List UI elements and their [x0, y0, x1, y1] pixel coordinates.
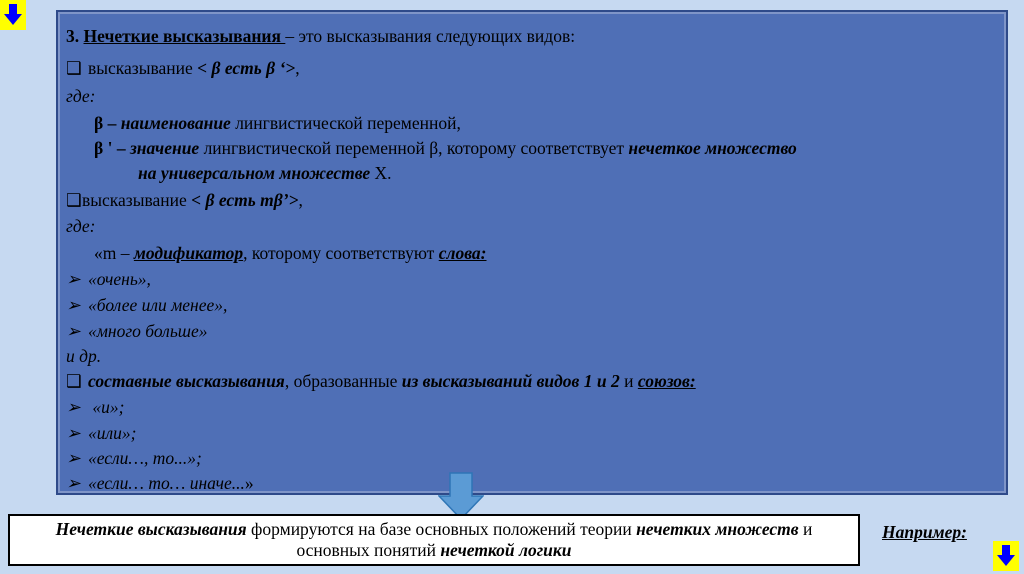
- down-arrow-icon: [438, 472, 484, 520]
- checkbox-bullet-icon: ❑: [66, 58, 82, 78]
- arrow-bullet-icon: ➢: [66, 269, 81, 289]
- checkbox-bullet-icon: ❑: [66, 190, 82, 210]
- text-line: β ' – значение лингвистической переменной β, которому соответствует нечеткое множество: [94, 138, 797, 158]
- list-item: ➢ «если… то… иначе...»: [66, 473, 254, 493]
- text-line: и др.: [66, 346, 102, 366]
- down-arrow-icon[interactable]: [993, 541, 1019, 571]
- arrow-bullet-icon: ➢: [66, 321, 81, 341]
- text-line: где:: [66, 86, 96, 106]
- example-link[interactable]: Например:: [882, 522, 967, 542]
- list-item: ❑высказывание < β есть mβ’>,: [66, 190, 303, 210]
- list-item: ❑ высказывание < β есть β ‘>,: [66, 58, 300, 78]
- summary-line-1: Нечеткие высказывания формируются на базе основных положений теории нечетких множеств и: [55, 519, 813, 539]
- list-item: ➢ «или»;: [66, 423, 137, 443]
- summary-box: [8, 514, 860, 566]
- arrow-bullet-icon: ➢: [66, 423, 81, 443]
- text-line: «m – модификатор, которому соответствуют слова:: [94, 243, 487, 263]
- checkbox-bullet-icon: ❑: [66, 371, 82, 391]
- summary-line-2: основных понятий нечеткой логики: [296, 540, 572, 560]
- text-line: на универсальном множестве X.: [138, 163, 392, 183]
- arrow-bullet-icon: ➢: [66, 295, 81, 315]
- list-item: ➢ «и»;: [66, 397, 125, 417]
- arrow-bullet-icon: ➢: [66, 448, 81, 468]
- text-line: где:: [66, 216, 96, 236]
- text-line: β – наименование лингвистической переменной,: [94, 113, 461, 133]
- list-item: ❑ составные высказывания, образованные из высказываний видов 1 и 2 и союзов:: [66, 371, 696, 391]
- list-item: ➢ «более или менее»,: [66, 295, 228, 315]
- arrow-bullet-icon: ➢: [66, 473, 81, 493]
- list-item: ➢ «много больше»: [66, 321, 208, 341]
- heading: 3. Нечеткие высказывания – это высказывания следующих видов:: [66, 26, 576, 46]
- list-item: ➢ «очень»,: [66, 269, 151, 289]
- list-item: ➢ «если…, то...»;: [66, 448, 202, 468]
- down-arrow-icon[interactable]: [0, 0, 26, 30]
- arrow-bullet-icon: ➢: [66, 397, 81, 417]
- content-panel: [56, 10, 1008, 495]
